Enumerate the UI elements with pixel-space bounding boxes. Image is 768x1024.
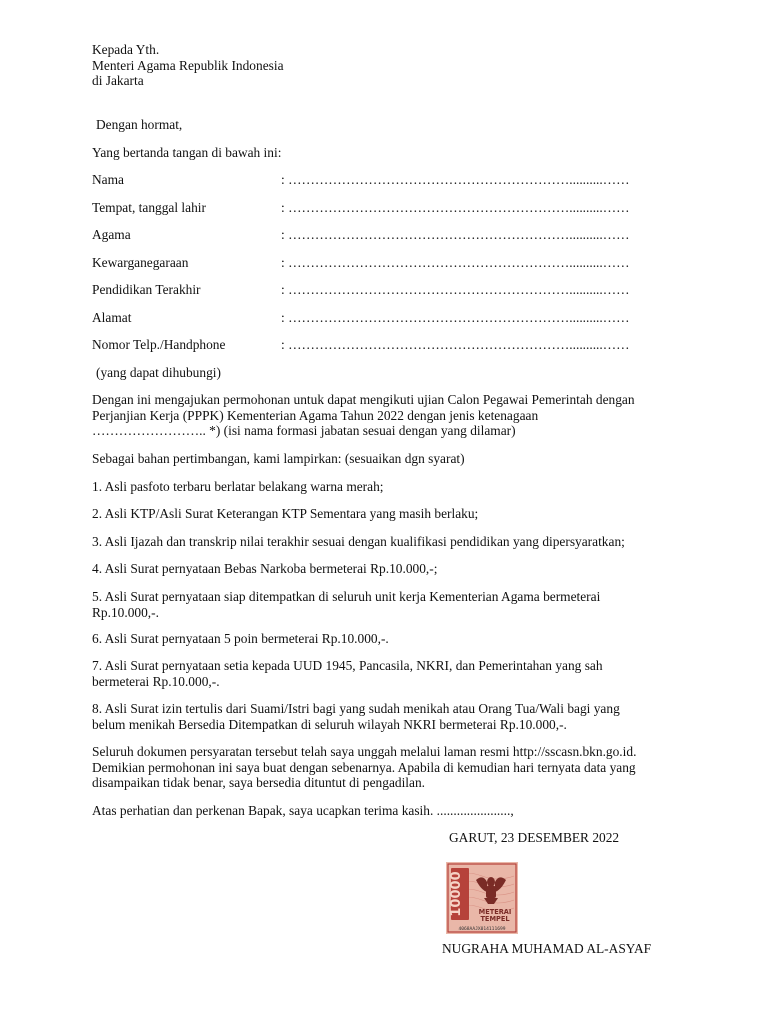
phone-note: (yang dapat dihubungi) (96, 365, 221, 380)
application-paragraph (92, 392, 692, 439)
field-row-alamat (92, 310, 652, 326)
field-row-nama (92, 172, 652, 188)
recipient-block (92, 42, 692, 89)
paragraph-line: disampaikan tidak benar, saya bersedia dituntut di pengadilan. (92, 775, 426, 790)
field-label: Agama (92, 227, 131, 242)
stamp-title-line: METERAI (478, 908, 512, 916)
paragraph-line: Dengan ini mengajukan permohonan untuk dapat mengikuti ujian Calon Pegawai Pemerintah dengan (92, 392, 635, 407)
field-fill-line: : ………………………………………………………..........…… (281, 255, 630, 270)
signatory-name: NUGRAHA MUHAMAD AL-ASYAF (442, 941, 652, 956)
field-fill-line: : ………………………………………………………..........…… (281, 310, 630, 325)
recipient-line: Menteri Agama Republik Indonesia (92, 57, 284, 73)
greeting: Dengan hormat, (96, 117, 183, 132)
stamp-serial: 4068AAJX014111699 (458, 927, 506, 932)
field-label: Tempat, tanggal lahir (92, 200, 206, 215)
field-fill-line: : ………………………………………………………..........…… (281, 337, 630, 352)
attachment-item-5 (92, 589, 692, 620)
field-label: Alamat (92, 310, 132, 325)
paragraph-line: bermeterai Rp.10.000,-. (92, 673, 220, 689)
field-label: Pendidikan Terakhir (92, 282, 201, 297)
thanks-text: Atas perhatian dan perkenan Bapak, saya ucapkan terima kasih. ......................, (92, 803, 514, 818)
field-fill-line: : ………………………………………………………..........…… (281, 200, 630, 215)
recipient-line: di Jakarta (92, 73, 144, 88)
field-row-kewarganegaraan (92, 255, 652, 271)
field-label: Nama (92, 172, 124, 187)
intro-text: Yang bertanda tangan di bawah ini: (92, 145, 282, 160)
meterai-stamp-graphic (446, 862, 518, 934)
paragraph-line: Perjanjian Kerja (PPPK) Kementerian Agama Tahun 2022 dengan jenis ketenagaan (92, 407, 539, 423)
meterai-stamp (446, 862, 518, 934)
field-row-nomor-telp (92, 337, 652, 353)
paragraph-line: belum menikah Bersedia Ditempatkan di seluruh wilayah NKRI bermeterai Rp.10.000,-. (92, 716, 567, 732)
field-fill-line: : ………………………………………………………..........…… (281, 227, 630, 242)
paragraph-line: Demikian permohonan ini saya buat dengan sebenarnya. Apabila di kemudian hari ternyata data yang (92, 759, 636, 775)
paragraph-line: Seluruh dokumen persyaratan tersebut telah saya unggah melalui laman resmi http://sscasn.bkn.go.id. (92, 744, 637, 759)
field-row-pendidikan-terakhir (92, 282, 652, 298)
field-label: Kewarganegaraan (92, 255, 189, 270)
field-fill-line: : ………………………………………………………..........…… (281, 172, 630, 187)
attachment-item-4: 4. Asli Surat pernyataan Bebas Narkoba bermeterai Rp.10.000,-; (92, 561, 438, 576)
paragraph-line: …………………….. *) (isi nama formasi jabatan sesuai dengan yang dilamar) (92, 423, 516, 438)
field-row-tempat-tanggal-lahir (92, 200, 652, 216)
paragraph-line: Rp.10.000,-. (92, 604, 159, 620)
field-label: Nomor Telp./Handphone (92, 337, 226, 352)
attachment-item-1: 1. Asli pasfoto terbaru berlatar belakang warna merah; (92, 479, 384, 494)
field-row-agama (92, 227, 652, 243)
attachments-intro: Sebagai bahan pertimbangan, kami lampirkan: (sesuaikan dgn syarat) (92, 451, 465, 466)
attachment-item-6: 6. Asli Surat pernyataan 5 poin bermeterai Rp.10.000,-. (92, 631, 389, 646)
attachment-item-7 (92, 658, 692, 689)
paragraph-line: 8. Asli Surat izin tertulis dari Suami/Istri bagi yang sudah menikah atau Orang Tua/Wali bagi yang (92, 701, 620, 716)
closing-paragraph (92, 744, 692, 791)
attachment-item-2: 2. Asli KTP/Asli Surat Keterangan KTP Sementara yang masih berlaku; (92, 506, 479, 521)
field-fill-line: : ………………………………………………………..........…… (281, 282, 630, 297)
place-date: GARUT, 23 DESEMBER 2022 (449, 830, 620, 845)
recipient-line: Kepada Yth. (92, 42, 160, 57)
paragraph-line: 7. Asli Surat pernyataan setia kepada UUD 1945, Pancasila, NKRI, dan Pemerintahan yang sah (92, 658, 603, 673)
attachment-item-8 (92, 701, 692, 732)
attachment-item-3: 3. Asli Ijazah dan transkrip nilai terakhir sesuai dengan kualifikasi pendidikan yang dipersyaratkan; (92, 534, 625, 549)
stamp-title-line: TEMPEL (480, 915, 510, 923)
stamp-value: 10000 (449, 871, 464, 917)
paragraph-line: 5. Asli Surat pernyataan siap ditempatkan di seluruh unit kerja Kementerian Agama bermeterai (92, 589, 601, 604)
